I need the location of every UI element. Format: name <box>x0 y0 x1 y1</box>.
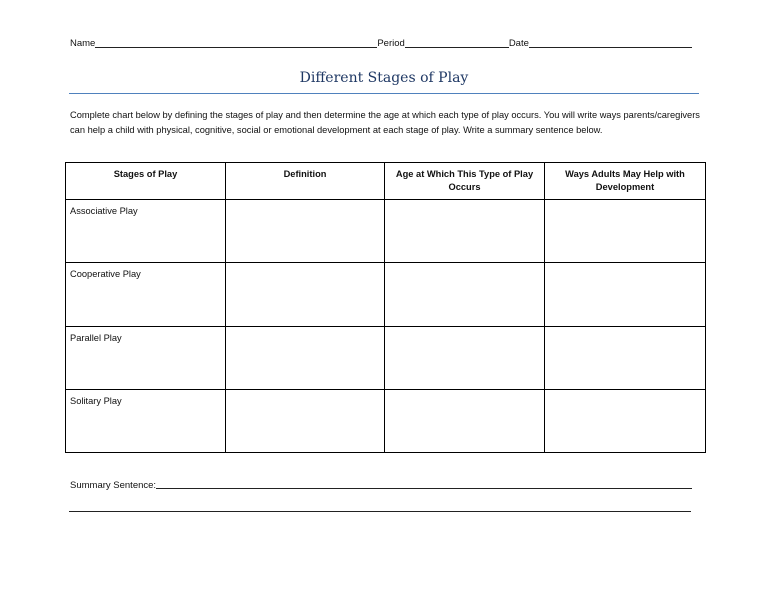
stage-cell: Solitary Play <box>66 389 226 452</box>
date-label: Date <box>508 38 529 49</box>
ways-cell[interactable] <box>545 200 706 263</box>
column-header-definition: Definition <box>226 163 385 200</box>
summary-field[interactable] <box>156 478 692 489</box>
name-field[interactable] <box>95 37 377 48</box>
period-field[interactable] <box>405 37 509 48</box>
definition-cell[interactable] <box>226 326 385 389</box>
date-field[interactable] <box>529 37 692 48</box>
stage-cell: Cooperative Play <box>66 263 226 326</box>
summary-field-continuation[interactable] <box>69 511 691 512</box>
table-header-row <box>66 163 706 200</box>
table-row <box>66 200 706 263</box>
definition-cell[interactable] <box>226 200 385 263</box>
title-divider <box>69 93 699 94</box>
table-row <box>66 389 706 452</box>
definition-cell[interactable] <box>226 263 385 326</box>
stage-cell: Associative Play <box>66 200 226 263</box>
ways-cell[interactable] <box>545 263 706 326</box>
column-header-stages: Stages of Play <box>66 163 226 200</box>
stage-cell: Parallel Play <box>66 326 226 389</box>
stages-of-play-table <box>65 162 706 453</box>
ways-cell[interactable] <box>545 389 706 452</box>
table-row <box>66 326 706 389</box>
column-header-ways-adults-help: Ways Adults May Help with Development <box>545 163 706 200</box>
age-cell[interactable] <box>385 263 545 326</box>
age-cell[interactable] <box>385 326 545 389</box>
age-cell[interactable] <box>385 200 545 263</box>
period-label: Period <box>377 38 405 49</box>
table-row <box>66 263 706 326</box>
student-info-line <box>70 36 692 50</box>
summary-sentence-line <box>70 477 692 491</box>
instructions-text: Complete chart below by defining the stages of play and then determine the age at which each type of play occurs. You will write ways parents/caregivers can help a child with physical, cognitive, social or emotional development at each stage of play. Write a summary sentence below. <box>70 110 700 135</box>
summary-label: Summary Sentence: <box>70 480 157 491</box>
column-header-age: Age at Which This Type of Play Occurs <box>385 163 545 200</box>
age-cell[interactable] <box>385 389 545 452</box>
definition-cell[interactable] <box>226 389 385 452</box>
ways-cell[interactable] <box>545 326 706 389</box>
page-title: Different Stages of Play <box>299 70 469 86</box>
name-label: Name <box>70 38 96 49</box>
